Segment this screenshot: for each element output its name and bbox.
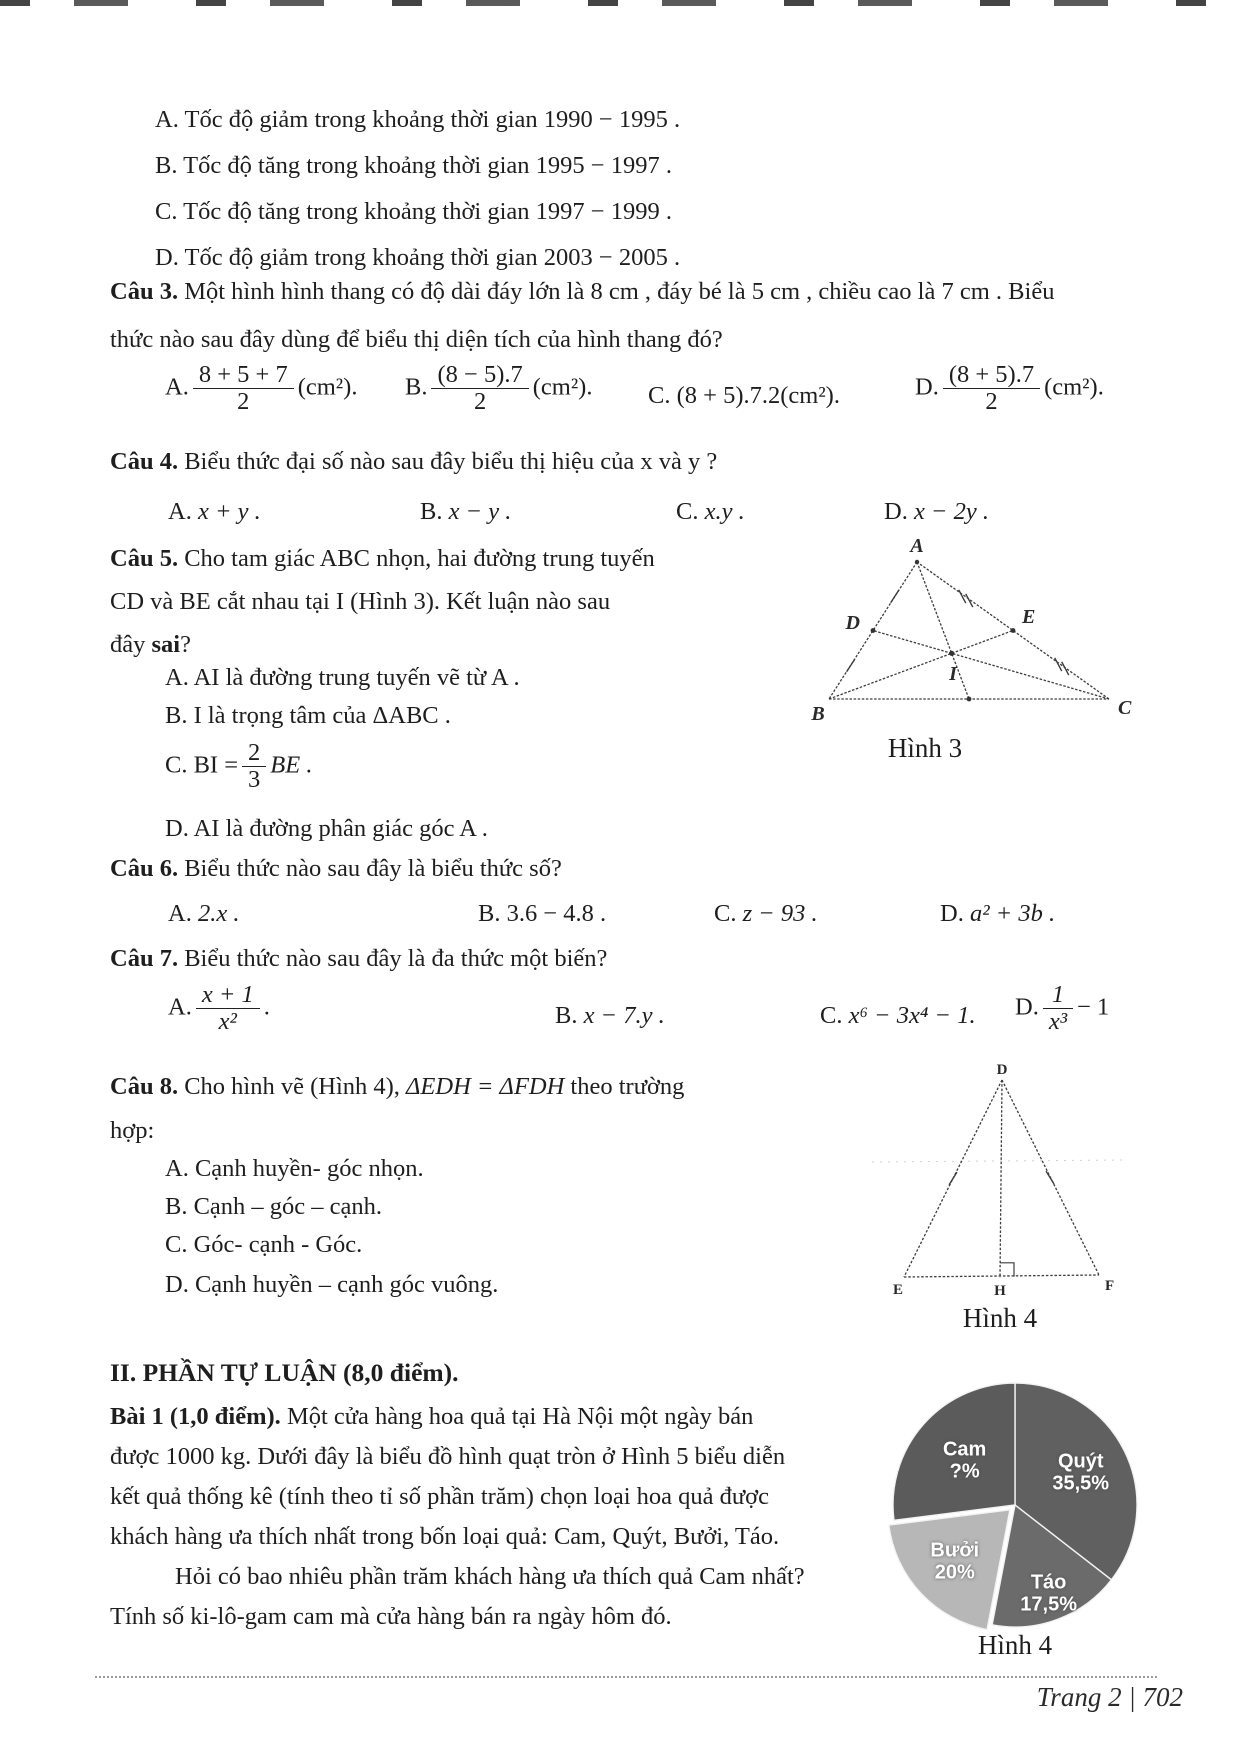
prev-option-d: D. Tốc độ giảm trong khoảng thời gian 2003 − 2005 . [155,244,681,271]
bai1-line3: kết quả thống kê (tính theo tỉ số phần trăm) chọn loại hoa quả được [110,1483,769,1510]
pie-slice-label-Bưởi: Bưởi 20% [930,1539,980,1584]
cau8-line1: Câu 8. Cho hình vẽ (Hình 4), ΔEDH = ΔFDH theo trường [110,1073,685,1100]
vertex-label-F: F [1105,1278,1115,1294]
cau4-option-d: D. x − 2y . [884,498,989,525]
cau3-line1: Câu 3. Một hình hình thang có độ dài đáy lớn là 8 cm , đáy bé là 5 cm , chiều cao là 7 cm . Biểu [110,278,1055,305]
prev-option-c: C. Tốc độ tăng trong khoảng thời gian 1997 − 1999 . [155,198,672,225]
fraction: $\frac{(8 - 5).7}{2}$ [431,362,528,416]
bai1-label: Bài 1 (1,0 điểm). [110,1403,281,1430]
cau6-option-c: C. z − 93 . [714,900,818,927]
cau3-option-b: B. $\frac{(8 - 5).7}{2}$ (cm²). [405,361,593,416]
base-EF [904,1275,1099,1277]
cau8-option-c: C. Góc- cạnh - Góc. [165,1231,363,1258]
vertex-label-B: B [811,703,825,725]
cau4-option-a: A. x + y . [168,498,261,525]
cau5-option-b: B. I là trọng tâm của ΔABC . [165,702,451,729]
pie-chart-hinh5 [880,1370,1150,1640]
bai1-line1: Bài 1 (1,0 điểm). Một cửa hàng hoa quả tại Hà Nội một ngày bán [110,1403,754,1430]
vertex-label-D: D [996,1062,1008,1078]
scan-artifact-top [0,0,1241,6]
cau5-option-c: C. BI = $\frac{2}{3}$ BE . [165,739,313,794]
cau5-line3: đây sai? [110,631,191,658]
cau4-line: Câu 4. Biểu thức đại số nào sau đây biểu thị hiệu của x và y ? [110,448,718,475]
figure-points [871,560,1016,702]
point-label-D: D [845,612,860,634]
altitude-DH [1000,1080,1002,1278]
cau7-option-d: D. $\frac{1}{\text{x³}}$ − 1 [1015,981,1110,1036]
scan-artifact-line [872,1160,1122,1162]
fraction: $\frac{2}{3}$ [242,740,266,794]
median-CD [873,631,1109,700]
cau7-option-a: A. $\frac{x + 1}{\text{x²}}$ . [168,981,270,1036]
bai1-line2: được 1000 kg. Dưới đây là biểu đồ hình quạt tròn ở Hình 5 biểu diễn [110,1443,786,1470]
pie-chart-caption: Hình 4 [977,1630,1053,1660]
cau4-option-c: C. x.y . [676,498,745,525]
cau3-line2: thức nào sau đây dùng để biểu thị diện tích của hình thang đó? [110,326,723,353]
cau5-option-d: D. AI là đường phân giác góc A . [165,815,488,842]
point-label-I: I [949,663,957,685]
cau6-label: Câu 6. [110,855,179,882]
footer-divider [95,1676,1157,1678]
cau3-option-c: C. (8 + 5).7.2(cm²). [648,382,840,409]
cau5-line2: CD và BE cắt nhau tại I (Hình 3). Kết luận nào sau [110,588,611,615]
fraction: $\frac{1}{\text{x³}}$ [1043,982,1073,1036]
cau8-option-a: A. Cạnh huyền- góc nhọn. [165,1155,424,1182]
right-angle-mark [1000,1263,1014,1277]
point-label-E: E [1022,606,1036,628]
cau8-line2: hợp: [110,1117,155,1144]
hinh4-triangle-caption: Hình 4 [962,1303,1038,1333]
cau5-label: Câu 5. [110,545,179,572]
vertex-label-C: C [1118,697,1132,719]
cau3-label: Câu 3. [110,278,179,305]
cau4-label: Câu 4. [110,448,179,475]
section2-header: II. PHẦN TỰ LUẬN (8,0 điểm). [110,1358,459,1387]
cau7-option-c: C. x⁶ − 3x⁴ − 1. [820,1002,976,1029]
pie-slice-label-Táo: Táo 17,5% [1020,1571,1077,1617]
bai1-line4: khách hàng ưa thích nhất trong bốn loại quả: Cam, Quýt, Bưởi, Táo. [110,1523,780,1550]
cau6-option-a: A. 2.x . [168,900,240,927]
cau8-label: Câu 8. [110,1073,179,1100]
pie-chart-svg [880,1370,1150,1640]
cau8-option-b: B. Cạnh – góc – cạnh. [165,1193,383,1220]
figure-hinh4-triangle [872,1062,1122,1302]
cau7-label: Câu 7. [110,945,179,972]
point-label-H: H [994,1283,1006,1299]
tick-marks [949,1171,1054,1185]
vertex-label-A: A [910,535,924,557]
cau5-option-a: A. AI là đường trung tuyến vẽ từ A . [165,664,520,691]
cau6-option-d: D. a² + 3b . [940,900,1056,927]
figure-hinh3-triangle [712,528,1152,728]
bai1-line6: Tính số ki-lô-gam cam mà cửa hàng bán ra ngày hôm đó. [110,1603,672,1630]
prev-option-b: B. Tốc độ tăng trong khoảng thời gian 1995 − 1997 . [155,152,672,179]
cau8-option-d: D. Cạnh huyền – cạnh góc vuông. [165,1271,499,1298]
fraction: $\frac{x + 1}{\text{x²}}$ [196,982,260,1036]
cau6-option-b: B. 3.6 − 4.8 . [478,900,607,927]
fraction: $\frac{(8 + 5).7}{2}$ [943,362,1040,416]
cau3-option-a: A. $\frac{8 + 5 + 7}{2}$ (cm²). [165,361,358,416]
median-BE [829,631,1013,700]
cau5-line1: Câu 5. Cho tam giác ABC nhọn, hai đường trung tuyến [110,545,655,572]
vertex-label-E: E [892,1282,904,1298]
cau3-option-d: D. $\frac{(8 + 5).7}{2}$ (cm²). [915,361,1104,416]
hinh3-caption: Hình 3 [887,733,963,763]
median-AM [917,562,969,699]
bai1-line5: Hỏi có bao nhiêu phần trăm khách hàng ưa thích quả Cam nhất? [175,1563,805,1590]
pie-slice-label-Quýt: Quýt 35,5% [1052,1450,1110,1495]
pie-slice-label-Cam: Cam ?% [942,1438,987,1483]
page-footer: Trang 2 | 702 [1036,1682,1183,1712]
prev-option-a: A. Tốc độ giảm trong khoảng thời gian 1990 − 1995 . [155,106,681,133]
cau4-option-b: B. x − y . [420,498,512,525]
cau7-line: Câu 7. Biểu thức nào sau đây là đa thức một biến? [110,945,608,972]
fraction: $\frac{8 + 5 + 7}{2}$ [193,362,294,416]
cau6-line: Câu 6. Biểu thức nào sau đây là biểu thức số? [110,855,562,882]
cau7-option-b: B. x − 7.y . [555,1002,665,1029]
